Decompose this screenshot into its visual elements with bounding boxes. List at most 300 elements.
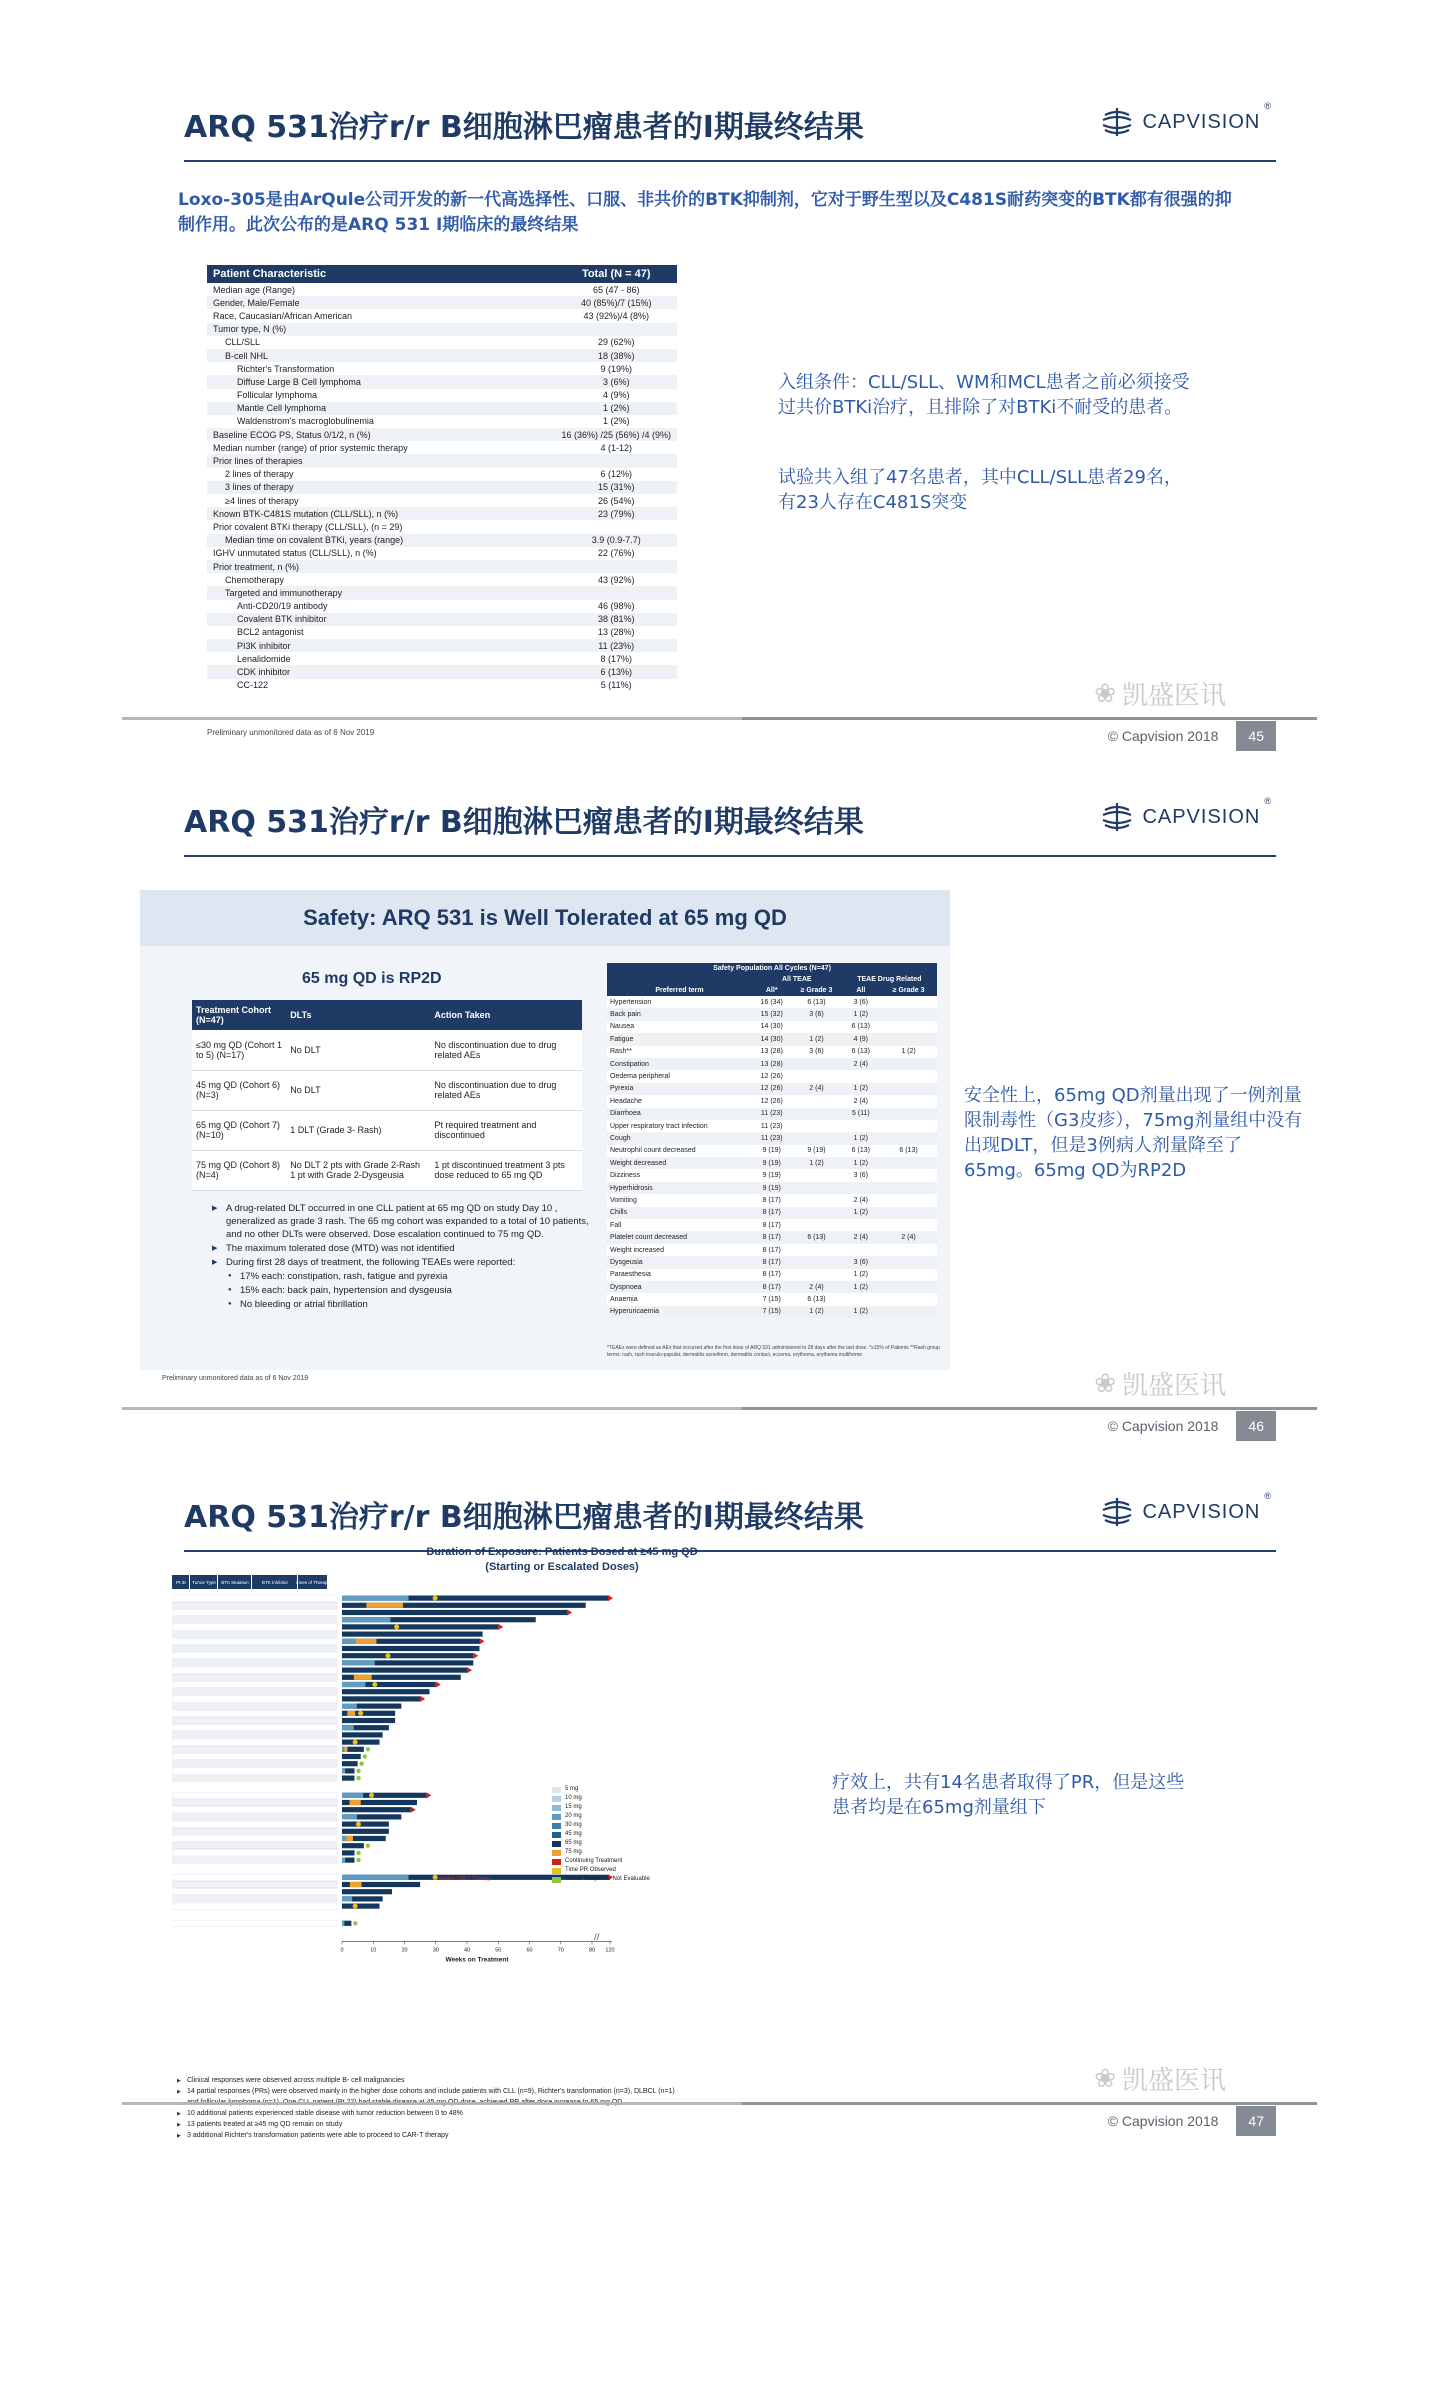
table-row xyxy=(207,494,677,507)
row-value: 23 (79%) xyxy=(555,507,677,520)
copyright: © Capvision 2018 xyxy=(1107,2113,1219,2129)
teae-value xyxy=(791,1169,841,1181)
dose-segment xyxy=(346,1836,353,1841)
table-row xyxy=(207,586,677,599)
teae-value: 6 (13) xyxy=(851,1147,870,1155)
teae-value: 8 (17) xyxy=(762,1196,781,1204)
row-label: CLL/SLL xyxy=(225,337,261,348)
teae-value xyxy=(880,1021,937,1033)
side-table-row xyxy=(172,1631,337,1637)
side-table-row xyxy=(172,1624,337,1630)
teae-value: 15 (32) xyxy=(752,1008,791,1020)
duration-bar xyxy=(342,1776,355,1781)
table-row xyxy=(207,481,677,494)
pr-marker xyxy=(356,1822,361,1827)
row-label: Anti-CD20/19 antibody xyxy=(237,601,328,612)
table-row xyxy=(192,1030,582,1070)
x-tick-label: 70 xyxy=(557,1947,564,1954)
side-table-row xyxy=(172,1602,337,1608)
table-row xyxy=(607,1219,937,1231)
capvision-logo-icon xyxy=(1100,800,1134,834)
side-table-row xyxy=(172,1689,337,1695)
duration-bar xyxy=(342,1829,389,1834)
legend-entry xyxy=(552,1839,650,1848)
teae-group-related: TEAE Drug Related xyxy=(842,974,937,985)
efficacy-bullets xyxy=(177,2075,687,2141)
table-row xyxy=(207,626,677,639)
teae-value xyxy=(842,1219,881,1231)
side-table-row xyxy=(172,1843,337,1849)
table-header: Total (N = 47) xyxy=(555,265,677,283)
side-table-row xyxy=(172,1725,337,1731)
pr-marker xyxy=(369,1793,374,1798)
safety-summary-text: 安全性上，65mg QD剂量出现了一例剂量限制毒性（G3皮疹），75mg剂量组中没有出现DLT，但是3例病人剂量降至了65mg。65mg QD为RP2D xyxy=(964,1085,1303,1181)
side-table-row xyxy=(172,1653,337,1659)
teae-value xyxy=(791,1269,841,1281)
row-value: 29 (62%) xyxy=(597,337,635,348)
duration-bar xyxy=(342,1668,467,1673)
side-table-row xyxy=(172,1595,337,1601)
dose-segment xyxy=(350,1800,361,1805)
row-label: Diffuse Large B Cell lymphoma xyxy=(207,375,555,388)
watermark: ❀ 凯盛医讯 xyxy=(1094,2063,1226,2096)
footer xyxy=(1108,1412,1276,1440)
dlt-cohort: 65 mg QD (Cohort 7) (N=10) xyxy=(192,1110,286,1150)
row-value: 43 (92%) xyxy=(597,574,635,585)
bullet-item: ▶ 14 partial responses (PRs) were observed mainly in the higher dose cohorts and include patients with CLL (n=9), Richter's transformation (n=3), DLBCL (n=1) xyxy=(177,2086,687,2108)
footer-rule xyxy=(742,1407,1317,1410)
teae-value xyxy=(880,1157,937,1169)
legend-label: 30 mg xyxy=(565,1822,582,1828)
table-row xyxy=(607,1306,937,1318)
table-row xyxy=(207,309,677,322)
legend-entry xyxy=(552,1830,650,1839)
teae-value: 6 (13) xyxy=(791,1231,841,1243)
teae-value xyxy=(880,1182,937,1194)
teae-value: 6 (13) xyxy=(851,1023,870,1031)
row-value: 26 (54%) xyxy=(597,495,635,506)
pr-marker xyxy=(372,1682,377,1687)
legend-label: 65 mg xyxy=(565,1840,582,1846)
legend-entry xyxy=(552,1812,650,1821)
teae-value: 9 (19) xyxy=(762,1147,781,1155)
duration-bar xyxy=(342,1718,395,1723)
bullet-item: ● 17% each: constipation, rash, fatigue and pyrexia xyxy=(212,1270,592,1283)
teae-term: Dysgeusia xyxy=(607,1256,752,1268)
row-label: Known BTK-C481S mutation (CLL/SLL), n (%) xyxy=(207,507,555,520)
teae-value: 3 (6) xyxy=(809,1048,824,1056)
teae-value: 3 (6) xyxy=(853,998,869,1006)
dlt-action: 1 pt discontinued treatment 3 pts dose reduced to 65 mg QD xyxy=(430,1150,582,1190)
row-value xyxy=(555,454,677,467)
row-value: 3.9 (0.9-7.7) xyxy=(555,534,677,547)
teae-value: 8 (17) xyxy=(752,1281,791,1293)
watermark-icon: ❀ xyxy=(1094,1368,1116,1399)
table-row xyxy=(207,415,677,428)
side-table-row xyxy=(172,1753,337,1759)
table-row xyxy=(207,323,677,336)
teae-term: Diarrhoea xyxy=(607,1108,752,1120)
teae-value: 13 (28) xyxy=(752,1058,791,1070)
pr-marker xyxy=(385,1653,390,1658)
dose-segment xyxy=(366,1603,403,1608)
teae-term: Hypertension xyxy=(610,998,652,1006)
teae-value: 12 (26) xyxy=(752,1083,791,1095)
legend-entry xyxy=(552,1875,650,1884)
teae-term: Neutrophil count decreased xyxy=(610,1147,696,1155)
logo-reg: ® xyxy=(1264,796,1272,806)
teae-value xyxy=(880,1256,937,1268)
side-table-row xyxy=(172,1717,337,1723)
dose-segment xyxy=(342,1660,375,1665)
side-table-row xyxy=(172,1857,337,1863)
legend-label: 20 mg xyxy=(565,1813,582,1819)
teae-term: Chills xyxy=(607,1207,752,1219)
row-label: Lenalidomide xyxy=(237,653,291,664)
x-tick-label: 80 xyxy=(588,1947,596,1954)
dose-segment xyxy=(342,1725,354,1730)
row-value: 16 (36%) /25 (56%) /4 (9%) xyxy=(555,428,677,441)
table-row xyxy=(207,375,677,388)
footer xyxy=(1108,2107,1276,2135)
car-t-label: Initiated CAR-T Therapy xyxy=(437,1876,491,1882)
pr-marker xyxy=(358,1711,363,1716)
dlt-action: No discontinuation due to drug related AEs xyxy=(430,1070,582,1110)
side-table-row xyxy=(172,1645,337,1651)
teae-value xyxy=(791,1070,841,1082)
teae-value xyxy=(842,1120,881,1132)
table-row xyxy=(607,1083,937,1095)
pr-marker xyxy=(394,1624,399,1629)
table-row xyxy=(207,679,677,692)
capvision-logo-icon xyxy=(1100,1495,1134,1529)
side-table-row xyxy=(172,1889,337,1895)
not-evaluable-marker xyxy=(363,1754,367,1758)
duration-bar xyxy=(342,1653,473,1658)
bullet-item: ▶ During first 28 days of treatment, the following TEAEs were reported: xyxy=(212,1256,592,1269)
table-header: Action Taken xyxy=(430,1000,582,1030)
teae-term: Oedema peripheral xyxy=(610,1073,670,1081)
duration-bar xyxy=(342,1807,411,1812)
teae-value: 2 (4) xyxy=(880,1231,937,1243)
row-label: PI3K inhibitor xyxy=(207,639,555,652)
teae-value: 14 (30) xyxy=(760,1023,783,1031)
row-value: 11 (23%) xyxy=(555,639,677,652)
title-rule xyxy=(184,160,1276,162)
teae-value xyxy=(880,1070,937,1082)
page-number: 46 xyxy=(1236,1411,1276,1441)
dose-segment xyxy=(342,1921,344,1926)
teae-value xyxy=(842,1070,881,1082)
x-tick-label: 60 xyxy=(526,1947,533,1954)
logo-text: CAPVISION xyxy=(1142,110,1261,133)
teae-value: 11 (23) xyxy=(760,1122,783,1130)
row-label: IGHV unmutated status (CLL/SLL), n (%) xyxy=(213,548,377,559)
dlt-dlt: No DLT xyxy=(286,1030,430,1070)
bullet-item: ▶ A drug-related DLT occurred in one CLL patient at 65 mg QD on study Day 10 , generalized as grade 3 rash. The 65 mg cohort was expanded to a total of 10 patients, and no other DLTs were observed. Dose escalation continued to 75 mg QD. xyxy=(212,1202,592,1241)
side-table-row xyxy=(172,1681,337,1687)
x-tick-label: 50 xyxy=(495,1947,502,1954)
table-row xyxy=(207,507,677,520)
not-evaluable-marker xyxy=(356,1858,360,1862)
teae-col-header: ≥ Grade 3 xyxy=(791,985,841,996)
duration-bar xyxy=(342,1646,480,1651)
teae-value: 14 (30) xyxy=(752,1033,791,1045)
legend-label: 75 mg xyxy=(565,1849,582,1855)
legend-swatch xyxy=(552,1868,561,1874)
row-label: Median number (range) of prior systemic therapy xyxy=(213,442,408,453)
teae-value xyxy=(880,1058,937,1070)
title-rule xyxy=(184,855,1276,857)
dose-segment xyxy=(354,1675,372,1680)
row-value: 1 (2%) xyxy=(555,402,677,415)
row-value: 8 (17%) xyxy=(600,653,632,664)
teae-value xyxy=(880,1132,937,1144)
dlt-action: No discontinuation due to drug related AEs xyxy=(430,1030,582,1070)
teae-value: 9 (19) xyxy=(807,1147,826,1155)
row-value: 40 (85%)/7 (15%) xyxy=(555,296,677,309)
teae-value xyxy=(842,1182,881,1194)
safety-heading: Safety: ARQ 531 is Well Tolerated at 65 mg QD xyxy=(140,890,950,946)
side-table-row xyxy=(172,1667,337,1673)
teae-term: Paraesthesia xyxy=(610,1271,651,1279)
duration-bar xyxy=(342,1822,389,1827)
teae-term: Weight increased xyxy=(610,1246,664,1254)
teae-value xyxy=(880,1120,937,1132)
teae-value: 1 (2) xyxy=(842,1306,881,1318)
row-label: BCL2 antagonist xyxy=(237,627,304,638)
row-label: Prior treatment, n (%) xyxy=(207,560,555,573)
teae-value xyxy=(880,1207,937,1219)
row-value: 4 (9%) xyxy=(602,390,630,401)
table-row xyxy=(192,1070,582,1110)
dlt-dlt: No DLT xyxy=(286,1070,430,1110)
teae-term: Back pain xyxy=(607,1008,752,1020)
dose-segment xyxy=(344,1747,347,1752)
dose-segment xyxy=(342,1682,365,1687)
dlt-dlt: No DLT 2 pts with Grade 2-Rash 1 pt with Grade 2-Dysgeusia xyxy=(286,1150,430,1190)
dose-segment xyxy=(342,1768,345,1773)
x-tick-label: 20 xyxy=(401,1947,408,1954)
continuing-arrow xyxy=(420,1696,425,1702)
x-tick-label: 0 xyxy=(340,1947,344,1954)
table-row xyxy=(607,1182,937,1194)
row-label: CDK inhibitor xyxy=(207,665,555,678)
continuing-arrow xyxy=(426,1792,431,1798)
legend-swatch xyxy=(552,1841,561,1847)
table-row xyxy=(192,1150,582,1190)
duration-bar xyxy=(342,1889,392,1894)
dose-segment xyxy=(342,1814,357,1819)
not-evaluable-marker xyxy=(356,1851,360,1855)
side-table-row xyxy=(172,1821,337,1827)
not-evaluable-marker xyxy=(353,1921,357,1925)
teae-value: 6 (13) xyxy=(807,998,826,1006)
row-label: Median time on covalent BTKi, years (range) xyxy=(207,534,555,547)
teae-value: 1 (2) xyxy=(842,1157,881,1169)
teae-value xyxy=(791,1207,841,1219)
data-cutoff-note: Preliminary unmonitored data as of 6 Nov 2019 xyxy=(162,1375,309,1382)
slide-title: ARQ 531治疗r/r B细胞淋巴瘤患者的I期最终结果 xyxy=(184,110,864,145)
x-tick-label: 10 xyxy=(370,1947,377,1954)
teae-value: 8 (17) xyxy=(752,1231,791,1243)
legend-swatch xyxy=(552,1832,561,1838)
table-row xyxy=(607,1231,937,1243)
side-table-row xyxy=(172,1896,337,1902)
side-header-label: BTK Inhibitor xyxy=(261,1580,289,1585)
table-row xyxy=(207,349,677,362)
row-label: Targeted and immunotherapy xyxy=(207,586,555,599)
watermark: ❀ 凯盛医讯 xyxy=(1094,678,1226,711)
bullet-item: ● 15% each: back pain, hypertension and dysgeusia xyxy=(212,1284,592,1297)
legend-entry xyxy=(552,1848,650,1857)
rp2d-heading: 65 mg QD is RP2D xyxy=(302,970,442,987)
row-value: 46 (98%) xyxy=(597,601,635,612)
row-label: Follicular lymphoma xyxy=(237,390,318,401)
dose-segment xyxy=(342,1896,352,1901)
teae-value: 6 (13) xyxy=(851,1048,870,1056)
table-row xyxy=(207,613,677,626)
row-value: 43 (92%)/4 (8%) xyxy=(583,310,649,321)
row-label: Mantle Cell lymphoma xyxy=(207,402,555,415)
capvision-logo xyxy=(1100,796,1276,834)
row-label: Baseline ECOG PS, Status 0/1/2, n (%) xyxy=(207,428,555,441)
bullet-item: ▶ Clinical responses were observed across multiple B- cell malignancies xyxy=(177,2075,687,2086)
row-value: 18 (38%) xyxy=(555,349,677,362)
table-row xyxy=(607,1293,937,1305)
teae-value xyxy=(880,1169,937,1181)
slide-45 xyxy=(122,80,1336,750)
teae-col-header: All xyxy=(842,985,881,996)
duration-bar xyxy=(342,1610,567,1615)
teae-term: Weight decreased xyxy=(607,1157,752,1169)
teae-term: Hyperuricaemia xyxy=(607,1306,752,1318)
table-row xyxy=(607,1058,937,1070)
teae-value: 8 (17) xyxy=(762,1221,781,1229)
table-header: Treatment Cohort (N=47) xyxy=(192,1000,286,1030)
duration-bar xyxy=(342,1754,361,1759)
teae-value: 7 (15) xyxy=(762,1296,781,1304)
side-table-row xyxy=(172,1746,337,1752)
teae-footnote: *TEAEs were defined as AEs that occurred after the first dose of ARQ 531 administered to 28 days after the last dose. *≥15% of Patients **Rash group terms: rash, rash maculo-papular, dermatitis acneiform, dermatitis contact, eczema, erythema, erythema multiforme xyxy=(607,1345,940,1358)
side-table-row xyxy=(172,1703,337,1709)
side-table-row xyxy=(172,1792,337,1798)
legend-label: 5 mg xyxy=(565,1786,579,1792)
row-label: B-cell NHL xyxy=(207,349,555,362)
x-axis-label: Weeks on Treatment xyxy=(445,1956,509,1964)
teae-value xyxy=(791,1182,841,1194)
table-row xyxy=(207,600,677,613)
continuing-arrow xyxy=(473,1653,478,1659)
table-row xyxy=(607,996,937,1008)
teae-value xyxy=(842,1244,881,1256)
row-label: Prior covalent BTKi therapy (CLL/SLL), (n = 29) xyxy=(213,521,403,532)
table-row xyxy=(607,1021,937,1033)
side-table-row xyxy=(172,1638,337,1644)
dose-segment xyxy=(356,1639,377,1644)
table-header: DLTs xyxy=(286,1000,430,1030)
table-row xyxy=(207,441,677,454)
teae-col-header: Preferred term xyxy=(607,985,752,996)
table-row xyxy=(207,639,677,652)
watermark: ❀ 凯盛医讯 xyxy=(1094,1368,1226,1401)
side-table-row xyxy=(172,1696,337,1702)
legend-entry xyxy=(552,1821,650,1830)
teae-value xyxy=(880,1008,937,1020)
footer-rule xyxy=(742,717,1317,720)
footer xyxy=(1108,722,1276,750)
duration-bar xyxy=(342,1632,483,1637)
teae-value: 16 (34) xyxy=(760,998,783,1006)
table-row xyxy=(207,520,677,533)
teae-value: 2 (4) xyxy=(853,1097,869,1105)
duration-bar xyxy=(342,1843,364,1848)
not-evaluable-marker xyxy=(356,1769,360,1773)
teae-value xyxy=(791,1132,841,1144)
row-value: 65 (47 - 86) xyxy=(592,284,640,295)
teae-value: 12 (26) xyxy=(760,1073,783,1081)
teae-term: Anaemia xyxy=(610,1296,638,1304)
teae-value xyxy=(880,1281,937,1293)
teae-value xyxy=(880,996,937,1008)
teae-term: Headache xyxy=(610,1097,642,1105)
side-table-row xyxy=(172,1814,337,1820)
teae-term: Dizziness xyxy=(610,1172,640,1180)
dose-segment xyxy=(347,1711,355,1716)
teae-value: 1 (2) xyxy=(791,1157,841,1169)
teae-value: 2 (4) xyxy=(791,1083,841,1095)
legend-swatch xyxy=(552,1787,561,1793)
teae-term: Fatigue xyxy=(607,1033,752,1045)
side-table-row xyxy=(172,1835,337,1841)
watermark-icon: ❀ xyxy=(1094,2063,1116,2094)
side-header-label: Lines of Therapy xyxy=(296,1580,330,1585)
teae-value: 1 (2) xyxy=(842,1207,881,1219)
table-row xyxy=(207,573,677,586)
teae-term: Pyrexia xyxy=(607,1083,752,1095)
teae-value: 8 (17) xyxy=(762,1271,781,1279)
continuing-arrow xyxy=(567,1609,572,1615)
table-row xyxy=(607,1269,937,1281)
dlt-cohort: 75 mg QD (Cohort 8) (N=4) xyxy=(192,1150,286,1190)
table-row xyxy=(607,1095,937,1107)
enrollment-summary-text: 试验共入组了47名患者，其中CLL/SLL患者29名，有23人存在C481S突变 xyxy=(778,467,1182,513)
pr-marker xyxy=(353,1904,358,1909)
dlt-dlt: 1 DLT (Grade 3- Rash) xyxy=(286,1110,430,1150)
dose-segment xyxy=(350,1882,362,1887)
table-row xyxy=(607,1194,937,1206)
duration-bar xyxy=(342,1689,430,1694)
teae-value xyxy=(880,1194,937,1206)
teae-value: 6 (13) xyxy=(807,1296,826,1304)
teae-value: 1 (2) xyxy=(791,1033,841,1045)
teae-value xyxy=(880,1219,937,1231)
legend-swatch xyxy=(552,1796,561,1802)
side-header-label: Pt ID xyxy=(175,1580,187,1585)
dlt-table xyxy=(192,1000,582,1191)
chart-title: Duration of Exposure: Patients Dosed at ≥45 mg QD (Starting or Escalated Doses) xyxy=(426,1546,698,1573)
legend-entry xyxy=(552,1866,650,1875)
side-table-row xyxy=(172,1903,337,1909)
legend-entry xyxy=(552,1857,650,1866)
teae-value: 2 (4) xyxy=(842,1058,881,1070)
row-value: 4 (1-12) xyxy=(600,442,632,453)
duration-bar xyxy=(342,1850,355,1855)
teae-value: 2 (4) xyxy=(853,1196,869,1204)
teae-value: 9 (19) xyxy=(752,1182,791,1194)
teae-term: Rash** xyxy=(610,1048,632,1056)
teae-value: 1 (2) xyxy=(842,1008,881,1020)
